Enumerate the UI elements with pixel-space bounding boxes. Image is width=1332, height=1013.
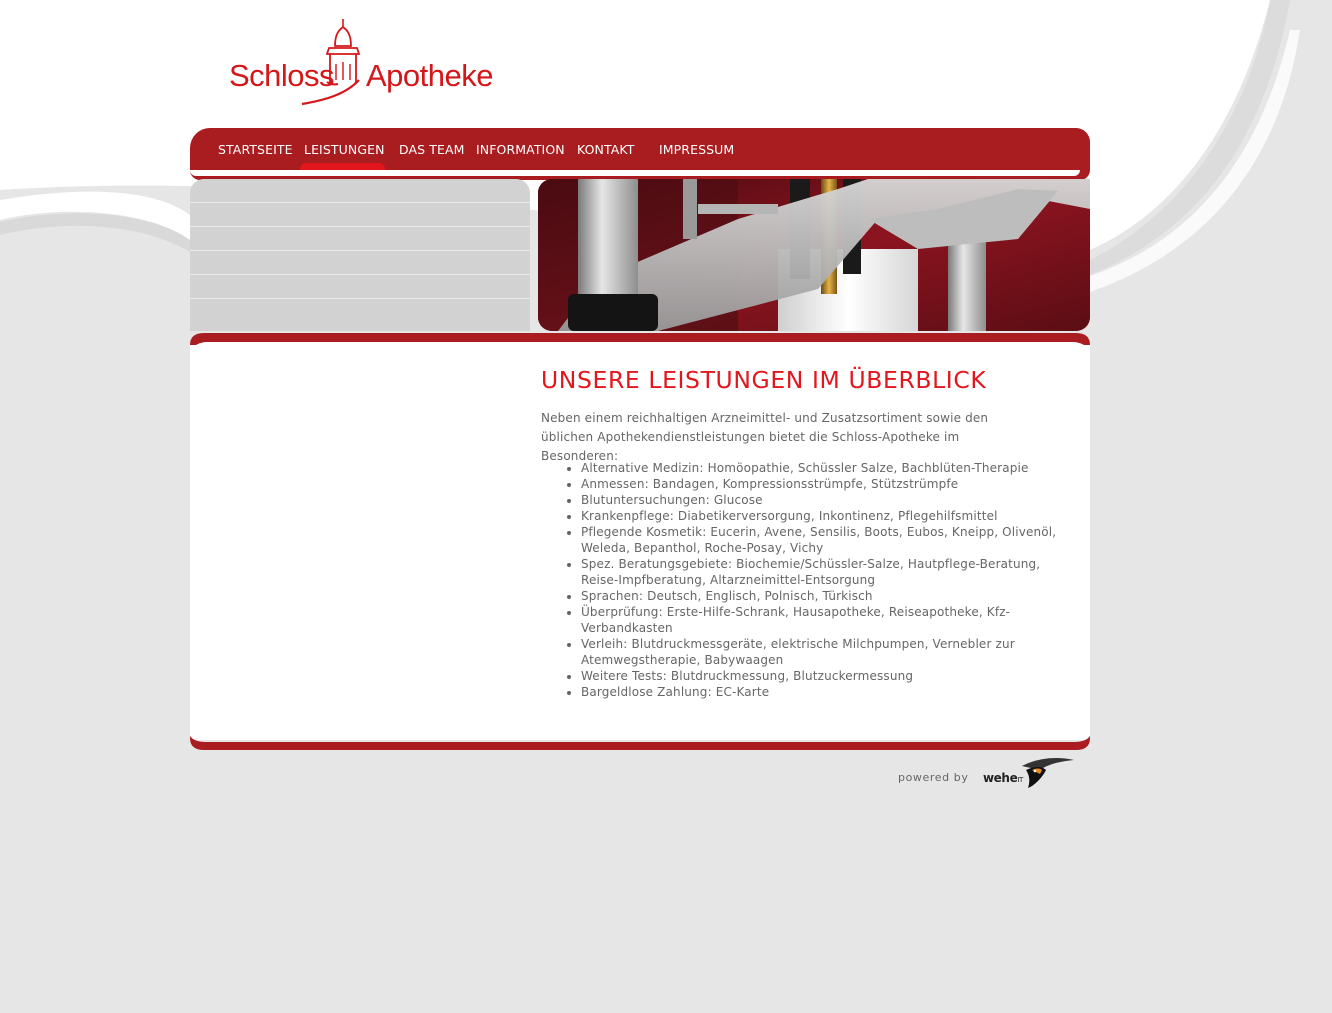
list-item: • Weitere Tests: Blutdruckmessung, Blutzuckermessung [581,668,1061,684]
vendor-name-main: wehe [983,771,1018,785]
logo[interactable] [226,18,496,110]
list-item: • Verleih: Blutdruckmessgeräte, elektrische Milchpumpen, Vernebler zur Atemwegstherapie, Babywaagen [581,636,1061,668]
nav-item-kontakt[interactable]: KONTAKT [577,142,635,157]
nav-item-impressum[interactable]: IMPRESSUM [659,142,735,157]
vendor-name-suffix: IT [1017,776,1023,784]
hero-image [538,179,1090,331]
list-item: • Blutuntersuchungen: Glucose [581,492,1061,508]
intro-paragraph: Neben einem reichhaltigen Arzneimittel- und Zusatzsortiment sowie den üblichen Apothekendienstleistungen bietet die Schloss-Apotheke im Besonderen: [541,411,989,463]
sidebar-divider [190,202,530,203]
list-item: • Bargeldlose Zahlung: EC-Karte [581,684,1061,700]
logo-text-schloss: Schloss [229,58,335,93]
sidebar-divider [190,298,530,299]
list-item: • Alternative Medizin: Homöopathie, Schüssler Salze, Bachblüten-Therapie [581,460,1061,476]
list-item: • Krankenpflege: Diabetikerversorgung, Inkontinenz, Pflegehilfsmittel [581,508,1061,524]
sidebar-panel [190,179,530,331]
sidebar-divider [190,226,530,227]
hero-apparatus-illustration [538,179,1090,331]
powered-by-text: powered by [898,771,969,784]
nav-item-leistungen[interactable]: LEISTUNGEN [304,142,385,157]
list-item: • Pflegende Kosmetik: Eucerin, Avene, Sensilis, Boots, Eubos, Kneipp, Olivenöl, Weleda, Bepanthol, Roche-Posay, Vichy [581,524,1061,556]
sidebar-divider [190,250,530,251]
nav-item-information[interactable]: INFORMATION [476,142,565,157]
list-item: • Anmessen: Bandagen, Kompressionsstrümpfe, Stützstrümpfe [581,476,1061,492]
list-item: • Spez. Beratungsgebiete: Biochemie/Schüssler-Salze, Hautpflege-Beratung, Reise-Impfberatung, Altarzneimittel-Entsorgung [581,556,1061,588]
logo-text-apotheke: Apotheke [366,58,493,93]
sidebar-divider [190,274,530,275]
nav-item-das-team[interactable]: DAS TEAM [399,142,465,157]
main-nav [190,128,1090,170]
vendor-name [983,771,1023,785]
page-title: UNSERE LEISTUNGEN IM ÜBERBLICK [541,366,987,394]
nav-bottom-edge-inner [190,170,1080,176]
services-list [541,460,1061,700]
nav-item-startseite[interactable]: STARTSEITE [218,142,293,157]
nav-active-indicator [300,163,385,170]
weheit-logo[interactable] [982,756,1077,790]
content-bottom-edge [190,736,1090,752]
list-item: • Überprüfung: Erste-Hilfe-Schrank, Hausapotheke, Reiseapotheke, Kfz-Verbandkasten [581,604,1061,636]
list-item: • Sprachen: Deutsch, Englisch, Polnisch, Türkisch [581,588,1061,604]
